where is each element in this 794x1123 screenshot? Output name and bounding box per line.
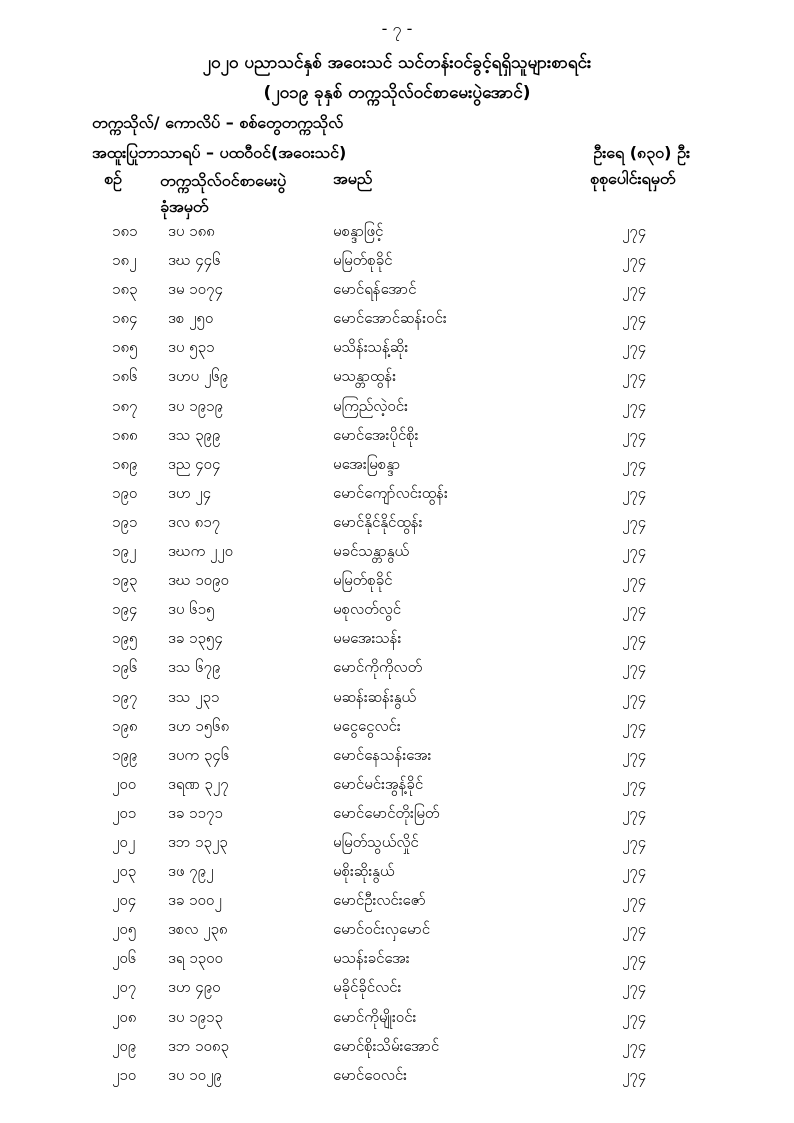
student-name: မောင်ဝင်းလှမောင်	[333, 920, 431, 939]
roll-number: ဒဘ ၁၃၂၃	[168, 832, 228, 851]
total-marks: ၂၇၄	[622, 251, 647, 270]
total-marks: ၂၇၄	[622, 862, 647, 881]
roll-number: ဒပ ၁၉၁၉	[168, 396, 223, 415]
student-name: မသန္တာထွန်း	[333, 367, 397, 386]
student-name: မစန္ဒာဖြင့်	[333, 222, 384, 240]
row-number: ၁၉၂	[112, 542, 137, 561]
student-name: မောင်အောင်ဆန်းဝင်း	[333, 309, 447, 328]
total-marks: ၂၇၄	[622, 629, 647, 648]
table-row	[0, 804, 794, 833]
student-name: မောင်ကိုကိုလတ်	[333, 658, 423, 677]
row-number: ၂၀၁	[112, 803, 137, 822]
row-number: ၁၈၃	[112, 280, 138, 299]
roll-number: ဒသ ၆၇၉	[168, 658, 221, 677]
row-number: ၁၉၉	[112, 745, 138, 764]
table-row	[0, 862, 794, 891]
roll-number: ဒသ ၂၃၁	[168, 687, 220, 706]
row-number: ၁၈၉	[112, 454, 138, 473]
total-marks: ၂၇၄	[622, 949, 647, 968]
student-name: မစိုးဆိုးနွယ်	[333, 862, 395, 881]
roll-number: ဒလ ၈၁၇	[168, 512, 221, 531]
roll-number: ဒဘ ၁၀၈၃	[168, 1036, 229, 1055]
roll-number: ဒစ ၂၅၀	[168, 309, 214, 328]
row-number: ၁၈၂	[112, 251, 137, 270]
total-marks: ၂၇၄	[622, 658, 647, 677]
column-header-number: စဉ်	[104, 169, 122, 188]
total-marks: ၂၇၄	[622, 600, 647, 619]
roll-number: ဒဃ ၄၄၆	[168, 251, 221, 270]
student-name: မောင်နေသန်းအေး	[333, 745, 432, 764]
table-row	[0, 251, 794, 280]
roll-number: ဒဟ ၂၄	[168, 483, 212, 502]
student-name: မသန်းခင်အေး	[333, 949, 410, 968]
university-label: တက္ကသိုလ်/ ကောလိပ် – စစ်တွေတက္ကသိုလ်	[92, 113, 344, 132]
table-row	[0, 1008, 794, 1037]
total-marks: ၂၇၄	[622, 571, 647, 590]
roll-number: ဒမ ၁၀၇၄	[168, 280, 223, 299]
row-number: ၂၀၃	[112, 862, 137, 881]
row-number: ၁၈၁	[112, 222, 138, 240]
table-row	[0, 338, 794, 367]
row-number: ၁၈၆	[112, 367, 138, 386]
total-marks: ၂၇၄	[622, 920, 647, 939]
total-marks: ၂၇၄	[622, 774, 647, 793]
table-row	[0, 949, 794, 978]
row-number: ၂၀၂	[112, 832, 136, 851]
student-name: မကြည်လဲ့ဝင်း	[333, 396, 408, 415]
table-row	[0, 571, 794, 600]
table-row	[0, 978, 794, 1007]
table-row	[0, 833, 794, 862]
student-name: မမြတ်စုခိုင်	[333, 251, 393, 270]
column-header-roll-line2: ခုံအမှတ်	[160, 197, 209, 216]
total-marks: ၂၇၄	[622, 425, 647, 444]
row-number: ၁၉၄	[112, 600, 138, 619]
column-header-name: အမည်	[333, 169, 373, 188]
total-marks: ၂၇၄	[622, 745, 647, 764]
roll-number: ဒခ ၁၀၀၂	[168, 891, 222, 910]
roll-number: ဒဖ ၇၉၂	[168, 862, 214, 881]
row-number: ၁၉၇	[112, 687, 138, 706]
row-number: ၂၀၇	[112, 978, 137, 997]
table-row	[0, 542, 794, 571]
row-number: ၁၉၀	[112, 483, 138, 502]
table-row	[0, 920, 794, 949]
row-number: ၂၀၅	[112, 920, 137, 939]
row-number: ၁၉၃	[112, 571, 138, 590]
student-name: မမအေးသန်း	[333, 629, 402, 648]
roll-number: ဒဟ ၄၉၀	[168, 978, 221, 997]
student-name: မငွေငွေလင်း	[333, 716, 401, 735]
total-marks: ၂၇၄	[622, 687, 647, 706]
total-marks: ၂၇၄	[622, 1036, 647, 1055]
column-header-marks: စုစုပေါင်းရမှတ်	[590, 169, 676, 188]
total-marks: ၂၇၄	[622, 309, 647, 328]
total-marks: ၂၇၄	[622, 832, 647, 851]
row-number: ၁၉၈	[112, 716, 138, 735]
total-marks: ၂၇၄	[622, 222, 647, 240]
roll-number: ဒပ ၁၉၁၃	[168, 1007, 223, 1026]
row-number: ၂၀၆	[112, 949, 137, 968]
row-number: ၁၉၆	[112, 658, 138, 677]
student-list	[0, 222, 794, 1095]
student-name: မောင်ဝေလင်း	[333, 1065, 407, 1084]
row-number: ၂၀၄	[112, 891, 137, 910]
roll-number: ဒပ ၅၃၁	[168, 338, 215, 357]
total-marks: ၂၇၄	[622, 338, 647, 357]
total-marks: ၂၇၄	[622, 280, 647, 299]
total-marks: ၂၇၄	[622, 542, 647, 561]
document-subtitle: (၂၀၁၉ ခုနှစ် တက္ကသိုလ်ဝင်စာမေးပွဲအောင်)	[263, 83, 531, 103]
student-name: မအေးမြစန္ဒာ	[333, 454, 401, 473]
table-row	[0, 513, 794, 542]
document-title: ၂၀၂၀ ပညာသင်နှစ် အဝေးသင် သင်တန်းဝင်ခွင့်ရရှိသူများစာရင်း	[202, 53, 592, 73]
table-row	[0, 309, 794, 338]
total-marks: ၂၇၄	[622, 483, 647, 502]
row-number: ၂၀၈	[112, 1007, 137, 1026]
student-name: မဆန်းဆန်းနွယ်	[333, 687, 417, 706]
roll-number: ဒဃက ၂၂၀	[168, 542, 234, 561]
roll-number: ဒဟပ ၂၆၉	[168, 367, 229, 386]
row-number: ၁၈၈	[112, 425, 138, 444]
student-name: မခင်သန္တာနွယ်	[333, 542, 410, 561]
table-row	[0, 775, 794, 804]
table-row	[0, 1066, 794, 1095]
page-number: - ၇ -	[381, 19, 413, 38]
table-row	[0, 717, 794, 746]
table-row	[0, 600, 794, 629]
table-row	[0, 397, 794, 426]
major-label: အထူးပြုဘာသာရပ် – ပထဝီဝင်(အဝေးသင်)	[92, 143, 347, 162]
table-row	[0, 426, 794, 455]
table-row	[0, 222, 794, 251]
table-row	[0, 484, 794, 513]
roll-number: ဒခ ၁၃၅၄	[168, 629, 223, 648]
roll-number: ဒခ ၁၁၇၁	[168, 803, 223, 822]
student-name: မောင်မင်းအွန့်ခိုင်	[333, 774, 424, 793]
total-marks: ၂၇၄	[622, 454, 647, 473]
student-name: မသိန်းသန့်ဆိုး	[333, 338, 409, 357]
row-number: ၁၈၄	[112, 309, 138, 328]
student-name: မောင်မောင်တိုးမြတ်	[333, 803, 440, 822]
row-number: ၁၈၇	[112, 396, 138, 415]
total-marks: ၂၇၄	[622, 891, 647, 910]
total-marks: ၂၇၄	[622, 396, 647, 415]
student-name: မောင်စိုးသိမ်းအောင်	[333, 1036, 440, 1055]
table-row	[0, 629, 794, 658]
roll-number: ဒပ ၁၀၂၉	[168, 1065, 222, 1084]
roll-number: ဒစလ ၂၃၈	[168, 920, 228, 939]
roll-number: ဒသ ၃၉၉	[168, 425, 221, 444]
total-marks: ၂၇၄	[622, 978, 647, 997]
table-row	[0, 658, 794, 687]
roll-number: ဒည ၄၀၄	[168, 454, 221, 473]
student-name: မစုလတ်လွင်	[333, 600, 402, 619]
row-number: ၁၈၅	[112, 338, 138, 357]
roll-number: ဒရဏ ၃၂၇	[168, 774, 229, 793]
table-row	[0, 746, 794, 775]
row-number: ၁၉၁	[112, 512, 138, 531]
table-row	[0, 455, 794, 484]
column-header-roll	[160, 168, 286, 220]
student-name: မောင်ကိုမျိုးဝင်း	[333, 1007, 417, 1026]
roll-number: ဒရ ၁၃၀၀	[168, 949, 223, 968]
student-name: မောင်ရန်အောင်	[333, 280, 417, 299]
table-row	[0, 280, 794, 309]
table-row	[0, 1037, 794, 1066]
roll-number: ဒပ ၆၁၅	[168, 600, 215, 619]
total-marks: ၂၇၄	[622, 1007, 647, 1026]
student-name: မမြတ်သွယ်လှိုင်	[333, 832, 419, 851]
total-marks: ၂၇၄	[622, 512, 647, 531]
student-name: မောင်ကျော်လင်းထွန်း	[333, 483, 448, 502]
student-name: မခိုင်ခိုင်လင်း	[333, 978, 402, 997]
student-name: မောင်ဦးလင်းဇော်	[333, 891, 426, 910]
student-name: မောင်အေးပိုင်စိုး	[333, 425, 419, 444]
total-marks: ၂၇၄	[622, 716, 647, 735]
row-number: ၁၉၅	[112, 629, 138, 648]
total-marks: ၂၇၄	[622, 367, 647, 386]
row-number: ၂၀၀	[112, 774, 137, 793]
roll-number: ဒပ ၁၈၈	[168, 222, 215, 240]
table-row	[0, 688, 794, 717]
table-row	[0, 891, 794, 920]
roll-number: ဒဟ ၁၅၆၈	[168, 716, 230, 735]
roll-number: ဒပက ၃၄၆	[168, 745, 230, 764]
student-name: မမြတ်စုခိုင်	[333, 571, 393, 590]
total-marks: ၂၇၄	[622, 1065, 647, 1084]
total-marks: ၂၇၄	[622, 803, 647, 822]
row-number: ၂၀၉	[112, 1036, 137, 1055]
column-header-roll-line1: တက္ကသိုလ်ဝင်စာမေးပွဲ	[160, 171, 287, 190]
student-name: မောင်နိုင်နိုင်ထွန်း	[333, 512, 423, 531]
row-number: ၂၁၀	[112, 1065, 137, 1084]
enrollment-count: ဦးရေ (၈၃၀) ဦး	[593, 143, 690, 162]
table-row	[0, 367, 794, 396]
roll-number: ဒဃ ၁၀၉၀	[168, 571, 229, 590]
